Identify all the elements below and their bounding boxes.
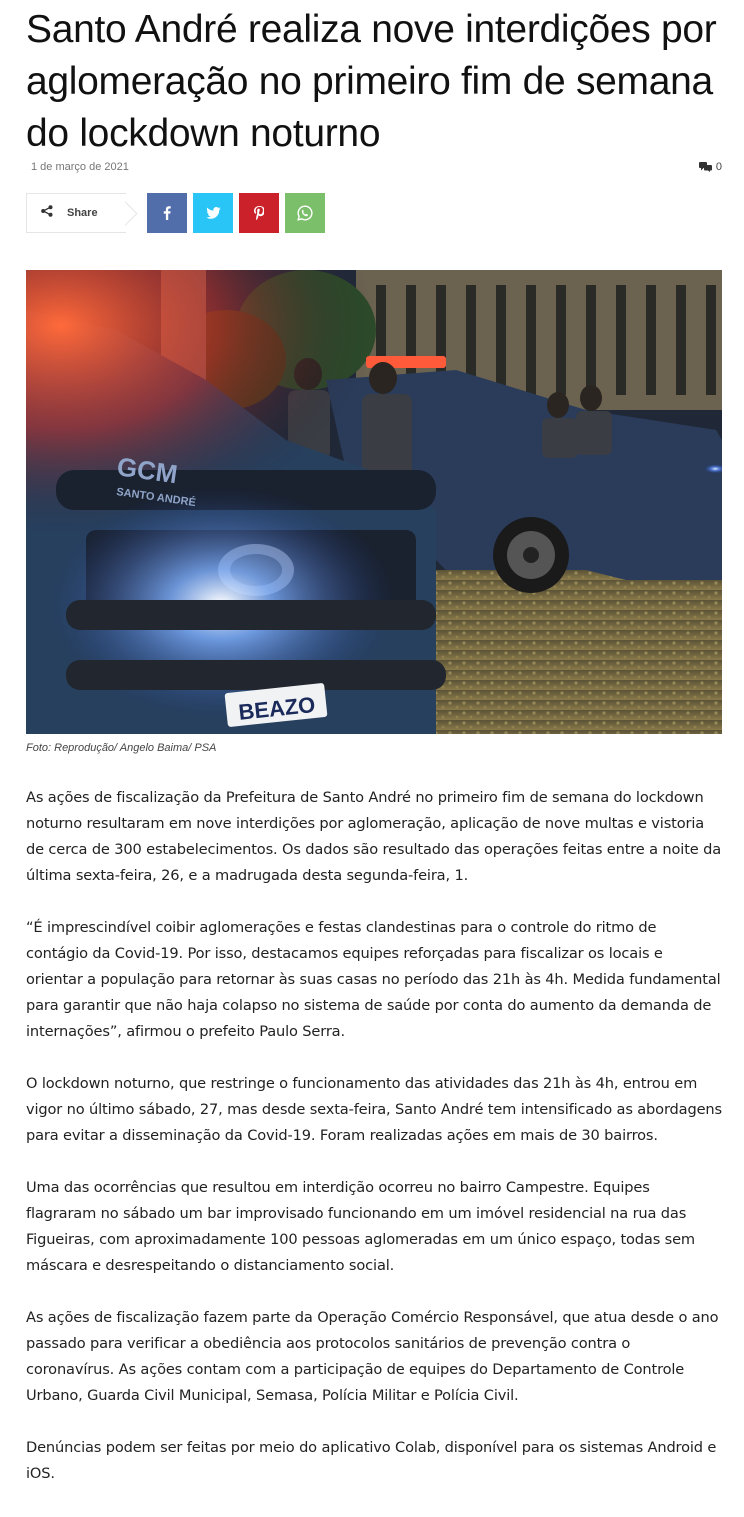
- photo-caption: Foto: Reprodução/ Angelo Baima/ PSA: [26, 742, 217, 754]
- article-title: Santo André realiza nove interdições por aglomeração no primeiro fim de semana do lockdown noturno: [26, 8, 717, 155]
- paragraph: “É imprescindível coibir aglomerações e festas clandestinas para o controle do ritmo de contágio da Covid-19. Por isso, destacamos equipes reforçadas para fiscalizar os locais e orientar a população para retornar às suas casas no período das 21h às 4h. Medida fundamental para garantir que não haja colapso no sistema de saúde por conta do aumento da demanda de internações”, afirmou o prefeito Paulo Serra.: [26, 919, 721, 1040]
- twitter-share-button[interactable]: [193, 193, 233, 233]
- comments-icon: [699, 162, 712, 172]
- whatsapp-share-button[interactable]: [285, 193, 325, 233]
- twitter-icon: [206, 207, 221, 219]
- share-label: Share: [67, 207, 98, 219]
- article-body: [26, 785, 722, 1513]
- paragraph: As ações de fiscalização fazem parte da Operação Comércio Responsável, que atua desde o ano passado para verificar a obediência aos protocolos sanitários de prevenção contra o coronavírus. As ações contam com a participação de equipes do Departamento de Controle Urbano, Guarda Civil Municipal, Semasa, Polícia Militar e Polícia Civil.: [26, 1309, 719, 1404]
- article-meta: [31, 161, 722, 175]
- share-bar: [26, 192, 325, 234]
- paragraph: As ações de fiscalização da Prefeitura de Santo André no primeiro fim de semana do lockdown noturno resultaram em nove interdições por aglomeração, aplicação de nove multas e vistoria de cerca de 300 estabelecimentos. Os dados são resultado das operações feitas entre a noite da última sexta-feira, 26, e a madrugada desta segunda-feira, 1.: [26, 789, 721, 884]
- vehicle-text: GCM: [115, 451, 180, 490]
- facebook-share-button[interactable]: [147, 193, 187, 233]
- share-icon: [41, 204, 53, 222]
- publish-date: 1 de março de 2021: [31, 161, 129, 173]
- comments-link[interactable]: [699, 161, 722, 173]
- comment-count: 0: [715, 161, 722, 173]
- pinterest-share-button[interactable]: [239, 193, 279, 233]
- article-photo: [26, 270, 722, 734]
- vehicle-subtext: SANTO ANDRÉ: [115, 486, 197, 510]
- whatsapp-icon: [297, 205, 313, 221]
- paragraph: Denúncias podem ser feitas por meio do aplicativo Colab, disponível para os sistemas Android e iOS.: [26, 1439, 717, 1482]
- paragraph: Uma das ocorrências que resultou em interdição ocorreu no bairro Campestre. Equipes flagraram no sábado um bar improvisado funcionando em um imóvel residencial na rua das Figueiras, com aproximadamente 100 pessoas aglomeradas em um único espaço, todas sem máscara e desrespeitando o distanciamento social.: [26, 1179, 696, 1274]
- facebook-icon: [163, 206, 171, 220]
- plate-text: BEAZO: [237, 691, 317, 725]
- share-button[interactable]: [26, 193, 126, 233]
- pinterest-icon: [254, 206, 264, 220]
- paragraph: O lockdown noturno, que restringe o funcionamento das atividades das 21h às 4h, entrou em vigor no último sábado, 27, mas desde sexta-feira, Santo André tem intensificado as abordagens para evitar a disseminação da Covid-19. Foram realizadas ações em mais de 30 bairros.: [26, 1075, 722, 1144]
